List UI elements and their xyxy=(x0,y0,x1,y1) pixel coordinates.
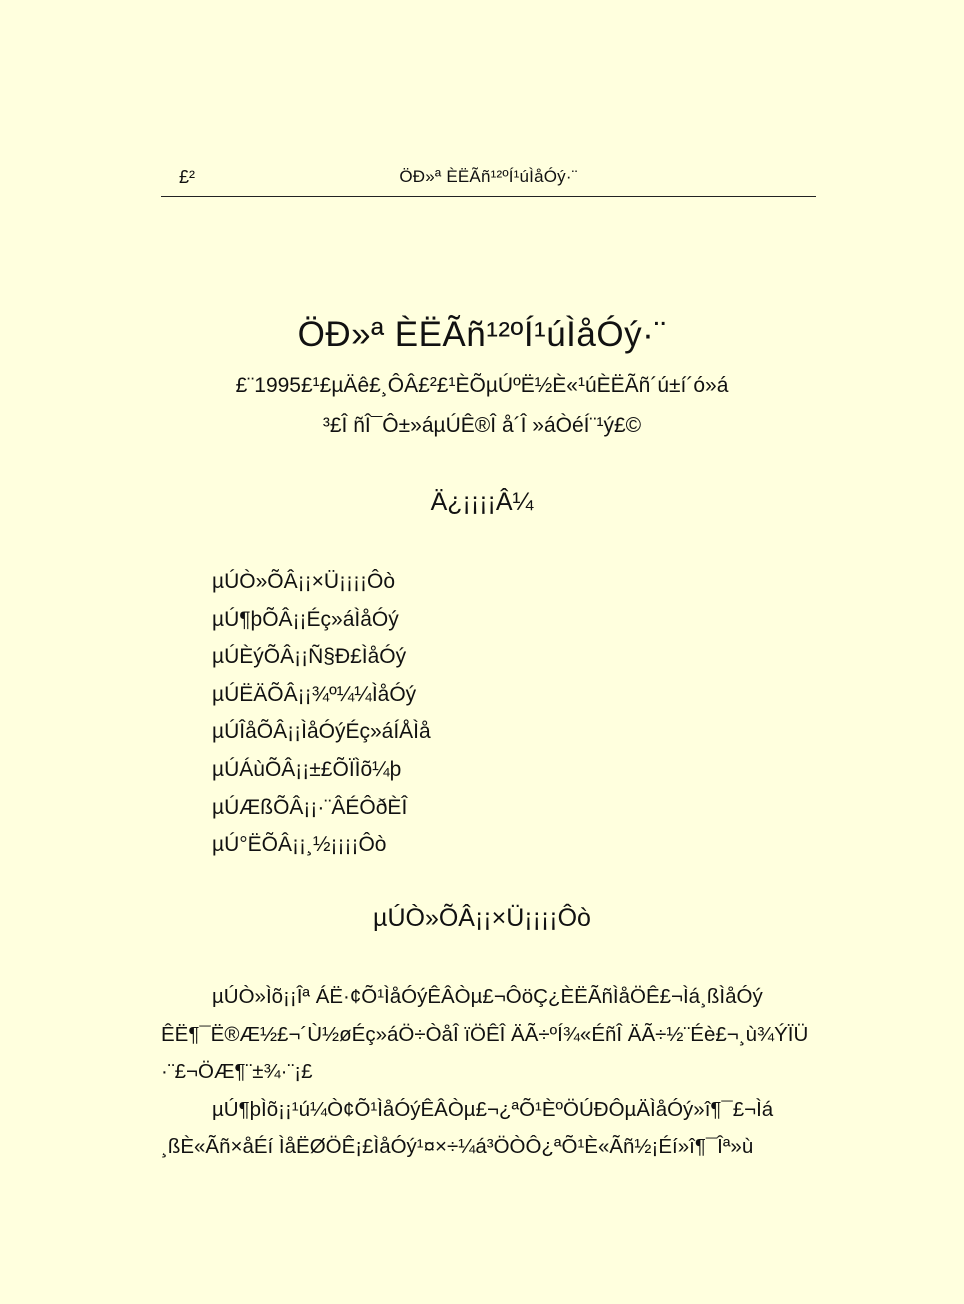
running-header xyxy=(161,166,816,188)
article-1-line: ·¨£¬ÖÆ¶¨±¾·¨¡£ xyxy=(161,1060,313,1084)
article-1-line: µÚÒ»Ìõ¡¡Îª ÁË·¢Õ¹ÌåÓýÊÂÒµ£¬ÔöÇ¿ÈËÃñÌåÖÊ£¬Ìá¸ßÌåÓý xyxy=(212,985,763,1008)
subtitle-line: £¨1995£¹£µÄê£¸ÔÂ£²£¹ÈÕµÚºË½È«¹úÈËÃñ´ú±í´ó»á xyxy=(235,374,729,397)
toc-item[interactable]: µÚÁùÕÂ¡¡±£ÕÏÌõ¼þ xyxy=(212,757,402,781)
table-of-contents xyxy=(212,563,431,864)
page-number: £² xyxy=(179,167,196,187)
article-2-line: µÚ¶þÌõ¡¡¹ú¼Ò¢Õ¹ÌåÓýÊÂÒµ£¬¿ªÕ¹ÈºÖÚÐÔµÄÌåÓý»î¶¯£¬Ìá xyxy=(212,1097,774,1121)
header-rule xyxy=(161,196,816,197)
toc-item[interactable]: µÚÒ»ÕÂ¡¡×Ü¡¡¡¡Ôò xyxy=(212,570,396,593)
toc-item[interactable]: µÚ¶þÕÂ¡¡Éç»áÌåÓý xyxy=(212,607,399,631)
subtitle-line: ³£Î ñÎ¯Ô±»áµÚÊ®Î å´Î »áÒéÍ¨¹ý£© xyxy=(322,414,642,437)
article-1-line: ÊË¶¯Ë®Æ½£¬´Ù½øÉç»áÖ÷ÒåÎ ïÖÊÎ ÄÃ÷ºÍ¾«ÉñÎ ÄÃ÷½¨Éè£¬¸ù¾ÝÏÜ xyxy=(161,1022,809,1046)
toc-item[interactable]: µÚËÄÕÂ¡¡¾º¼¼ÌåÓý xyxy=(212,682,417,706)
toc-heading: Ä¿¡¡¡¡Â¼ xyxy=(430,488,534,516)
toc-item[interactable]: µÚÎåÕÂ¡¡ÌåÓýÉç»áÍÅÌå xyxy=(212,720,431,744)
toc-item[interactable]: µÚÆßÕÂ¡¡·¨ÂÉÔðÈÎ xyxy=(212,795,408,819)
body-text xyxy=(161,978,817,1166)
toc-item[interactable]: µÚÈýÕÂ¡¡Ñ§Ð£ÌåÓý xyxy=(212,645,407,669)
toc-item[interactable]: µÚ°ËÕÂ¡¡¸½¡¡¡¡Ôò xyxy=(212,833,387,857)
running-title: ÖÐ»ª ÈËÃñ¹²ºÍ¹úÌåÓý·¨ xyxy=(399,167,578,186)
document-title: ÖÐ»ª ÈËÃñ¹²ºÍ¹úÌåÓý·¨ xyxy=(297,315,667,354)
article-2-line: ¸ßÈ«Ãñ×åÉí ÌåËØÖÊ¡£ÌåÓý¹¤×÷¼á³ÖÒÔ¿ªÕ¹È«Ãñ½¡Éí»î¶¯Îª»ù xyxy=(161,1135,754,1159)
section-heading: µÚÒ»ÕÂ¡¡×Ü¡¡¡¡Ôò xyxy=(373,904,591,932)
